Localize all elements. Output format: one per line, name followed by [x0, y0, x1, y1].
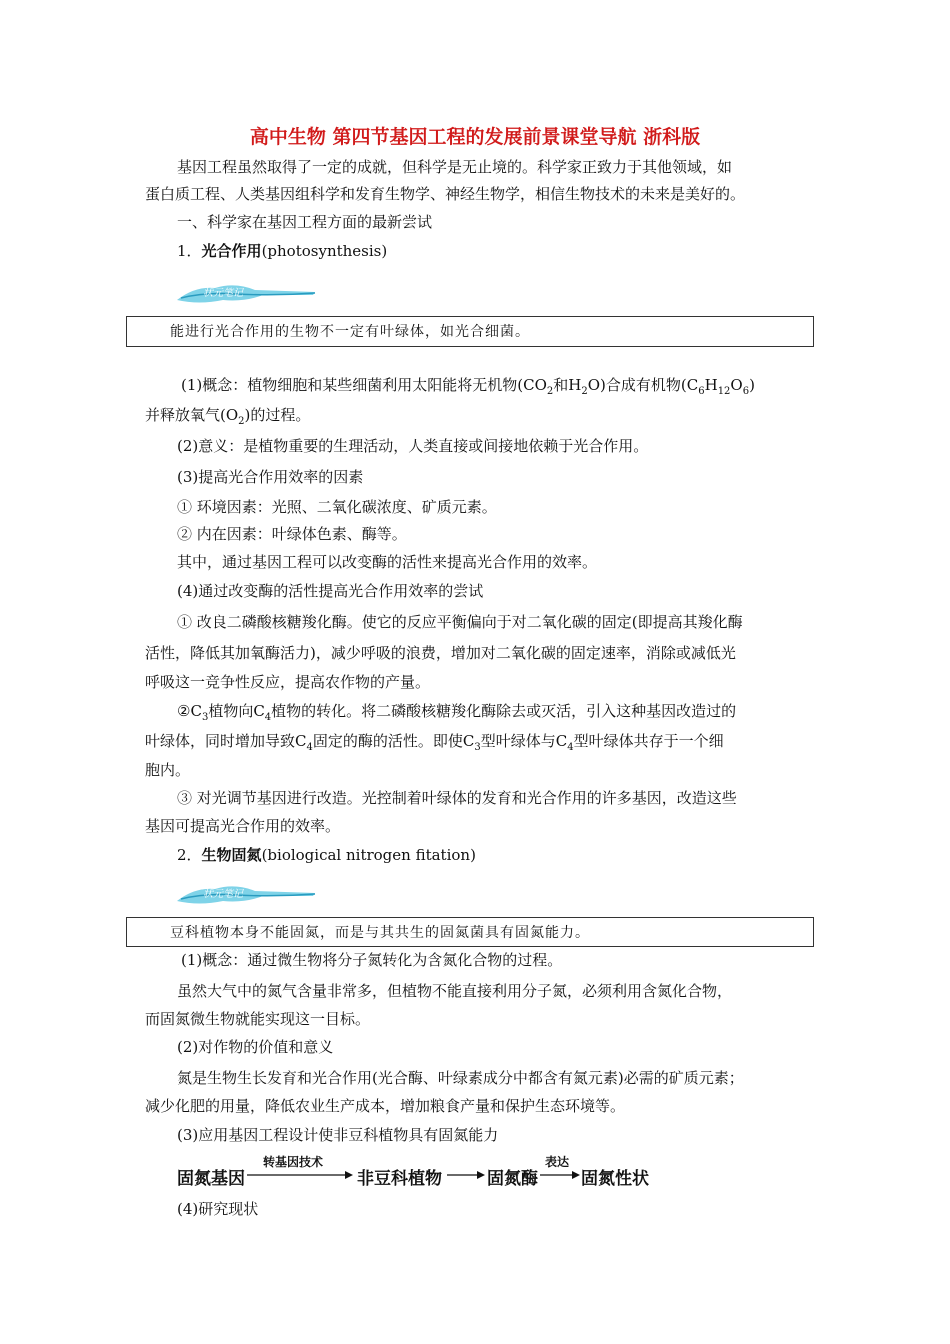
subheading-photosynthesis: 1．光合作用(photosynthesis)	[177, 242, 388, 260]
para-3-1: ① 环境因素：光照、二氧化碳浓度、矿质元素。	[177, 498, 497, 516]
para-q4: (4)研究现状	[177, 1200, 259, 1218]
para-1-1: (1)概念：植物细胞和某些细菌利用太阳能将无机物($CO_2$和$H_2O$)合成有机物$(C_6H_{12}O_6)$	[181, 376, 755, 397]
note-text-2: 豆科植物本身不能固氮，而是与其共生的固氮菌具有固氮能力。	[170, 925, 590, 941]
flow-arrow-3	[540, 1170, 582, 1180]
para-q2-1a: 氮是生物生长发育和光合作用(光合酶、叶绿素成分中都含有氮元素)必需的矿质元素；	[177, 1069, 744, 1087]
badge-text: 状元笔记	[203, 288, 243, 299]
page-title: 高中生物 第四节基因工程的发展前景课堂导航 浙科版	[249, 126, 701, 148]
para-4-1b: 活性，降低其加氧酶活力)，减少呼吸的浪费，增加对二氧化碳的固定速率，消除或减低光	[145, 644, 736, 662]
para-4-2a: $②C_3$植物向$C_4$植物的转化。将二磷酸核糖羧化酶除去或灭活，引入这种基因改造过的	[177, 702, 737, 723]
para-q1-2a: 虽然大气中的氮气含量非常多，但植物不能直接利用分子氮，必须利用含氮化合物，	[177, 982, 733, 1000]
flow-node-nitrogenase: 固氮酶	[487, 1169, 538, 1189]
flow-arrow-2	[447, 1170, 487, 1180]
gene-flow-diagram	[177, 1156, 677, 1190]
badge-text: 状元笔记	[203, 889, 243, 900]
para-q2-1b: 减少化肥的用量，降低农业生产成本，增加粮食产量和保护生态环境等。	[145, 1097, 626, 1115]
para-4-2c: 胞内。	[145, 761, 191, 779]
para-1-2: 并释放氧气$(O_2)$的过程。	[145, 406, 311, 427]
flow-arrow-1	[247, 1170, 355, 1180]
para-3-2: ② 内在因素：叶绿体色素、酶等。	[177, 525, 407, 543]
flow-node-nitrogen-gene: 固氮基因	[177, 1169, 245, 1189]
flow-label-transgenic: 转基因技术	[263, 1155, 324, 1169]
flow-node-fixation-trait: 固氮性状	[581, 1169, 649, 1189]
para-4-1c: 呼吸这一竞争性反应，提高农作物的产量。	[145, 673, 431, 691]
note-text-1: 能进行光合作用的生物不一定有叶绿体，如光合细菌。	[170, 324, 530, 340]
note-box-2	[126, 917, 814, 947]
para-q1-2b: 而固氮微生物就能实现这一目标。	[145, 1010, 371, 1028]
note-badge-2	[175, 879, 320, 907]
para-4-3a: ③ 对光调节基因进行改造。光控制着叶绿体的发育和光合作用的许多基因，改造这些	[177, 789, 737, 807]
subheading-nitrogen-fixation: 2．生物固氮(biological nitrogen fitation)	[177, 846, 476, 864]
note-box-1	[126, 316, 814, 347]
para-4-3b: 基因可提高光合作用的效率。	[145, 817, 341, 835]
section-heading-1: 一、科学家在基因工程方面的最新尝试	[177, 213, 433, 231]
note-badge-1	[175, 278, 320, 306]
para-q2: (2)对作物的价值和意义	[177, 1038, 334, 1056]
para-4: (4)通过改变酶的活性提高光合作用效率的尝试	[177, 582, 484, 600]
intro-line-2: 蛋白质工程、人类基因组科学和发育生物学、神经生物学，相信生物技术的未来是美好的。	[145, 185, 746, 203]
para-3: (3)提高光合作用效率的因素	[177, 468, 364, 486]
para-4-2b: 叶绿体，同时增加导致$C_4$固定的酶的活性。即使$C_3$型叶绿体与$C_4$型叶绿体共存于一个细	[145, 732, 724, 753]
flow-node-non-legume: 非豆科植物	[357, 1169, 442, 1189]
para-q3: (3)应用基因工程设计使非豆科植物具有固氮能力	[177, 1126, 499, 1144]
para-q1: (1)概念：通过微生物将分子氮转化为含氮化合物的过程。	[181, 951, 563, 969]
para-2: (2)意义：是植物重要的生理活动，人类直接或间接地依赖于光合作用。	[177, 437, 649, 455]
para-3-3: 其中，通过基因工程可以改变酶的活性来提高光合作用的效率。	[177, 553, 598, 571]
para-4-1a: ① 改良二磷酸核糖羧化酶。使它的反应平衡偏向于对二氧化碳的固定(即提高其羧化酶	[177, 613, 743, 631]
intro-line-1: 基因工程虽然取得了一定的成就，但科学是无止境的。科学家正致力于其他领域，如	[177, 158, 733, 176]
flow-label-express: 表达	[545, 1155, 570, 1169]
